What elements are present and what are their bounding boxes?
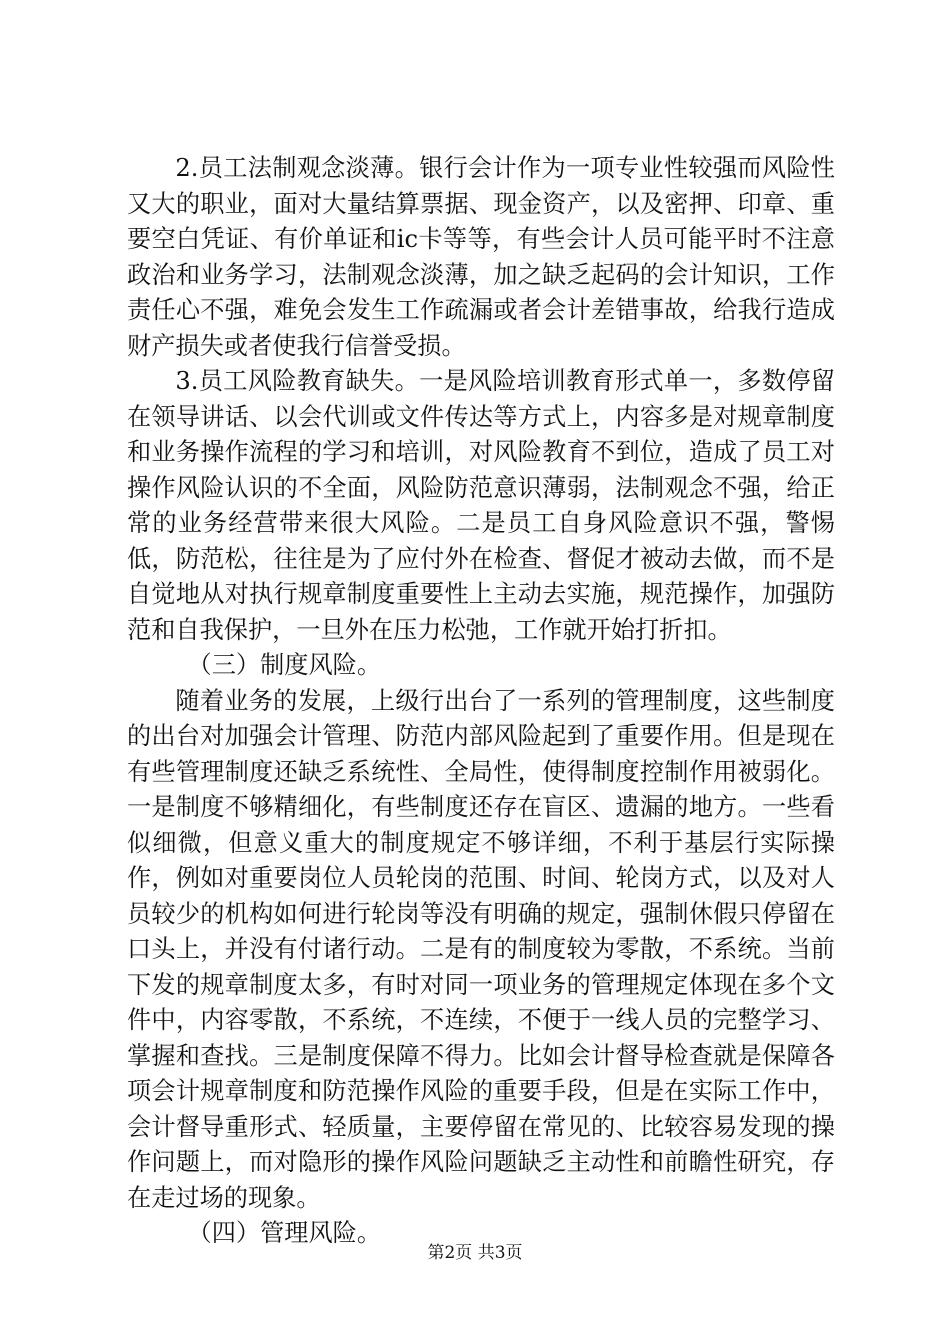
page-number-footer: 第2页 共3页 xyxy=(427,1243,523,1263)
document-body xyxy=(127,151,835,1252)
paragraph-risk-education: 3.员工风险教育缺失。一是风险培训教育形式单一，多数停留在领导讲话、以会代训或文件传达等方式上，内容多是对规章制度和业务操作流程的学习和培训，对风险教育不到位，造成了员工对操作风险认识的不全面，风险防范意识薄弱，法制观念不强，给正常的业务经营带来很大风险。二是员工自身风险意识不强，警惕低，防范松，往往是为了应付外在检查、督促才被动去做，而不是自觉地从对执行规章制度重要性上主动去实施，规范操作，加强防范和自我保护，一旦外在压力松弛，工作就开始打折扣。 xyxy=(127,367,835,644)
paragraph-legal-awareness: 2.员工法制观念淡薄。银行会计作为一项专业性较强而风险性又大的职业，面对大量结算票据、现金资产，以及密押、印章、重要空白凭证、有价单证和ic卡等等，有些会计人员可能平时不注意政治和业务学习，法制观念淡薄，加之缺乏起码的会计知识，工作责任心不强，难免会发生工作疏漏或者会计差错事故，给我行造成财产损失或者使我行信誉受损。 xyxy=(127,154,835,360)
section-heading-institutional-risk: （三）制度风险。 xyxy=(187,651,382,679)
section-heading-management-risk: （四）管理风险。 xyxy=(187,1219,382,1247)
paragraph-institutional-risk: 随着业务的发展，上级行出台了一系列的管理制度，这些制度的出台对加强会计管理、防范内部风险起到了重要作用。但是现在有些管理制度还缺乏系统性、全局性，使得制度控制作用被弱化。一是制度不够精细化，有些制度还存在盲区、遗漏的地方。一些看似细微，但意义重大的制度规定不够详细，不利于基层行实际操作，例如对重要岗位人员轮岗的范围、时间、轮岗方式，以及对人员较少的机构如何进行轮岗等没有明确的规定，强制休假只停留在口头上，并没有付诸行动。二是有的制度较为零散，不系统。当前下发的规章制度太多，有时对同一项业务的管理规定体现在多个文件中，内容零散，不系统，不连续，不便于一线人员的完整学习、掌握和查找。三是制度保障不得力。比如会计督导检查就是保障各项会计规章制度和防范操作风险的重要手段，但是在实际工作中，会计督导重形式、轻质量，主要停留在常见的、比较容易发现的操作问题上，而对隐形的操作风险问题缺乏主动性和前瞻性研究，存在走过场的现象。 xyxy=(127,686,835,1212)
